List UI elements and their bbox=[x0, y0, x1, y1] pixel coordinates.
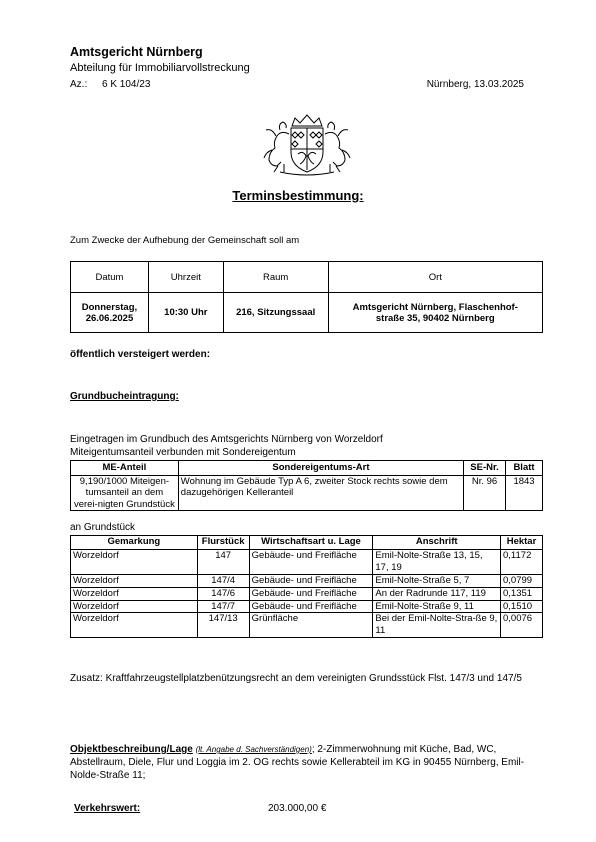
termin-datum bbox=[71, 293, 149, 333]
intro-text: Zum Zwecke der Aufhebung der Gemeinschaft soll am bbox=[70, 235, 300, 246]
wirtschaftsart-cell: Gebäude- und Freifläche bbox=[249, 574, 373, 587]
gemarkung-cell: Worzeldorf bbox=[71, 550, 198, 575]
file-number-label: Az.: bbox=[70, 79, 88, 90]
table-row bbox=[71, 574, 543, 587]
land-register-line1: Eingetragen im Grundbuch des Amtsgerichts Nürnberg von Worzeldorf bbox=[70, 434, 383, 445]
place-date: Nürnberg, 13.03.2025 bbox=[426, 79, 524, 90]
table-row bbox=[71, 293, 543, 333]
page-title: Terminsbestimmung: bbox=[232, 188, 364, 203]
column-header-flurstueck: Flurstück bbox=[197, 536, 249, 550]
court-department: Abteilung für Immobiliarvollstreckung bbox=[70, 62, 250, 74]
termin-datum-line1: Donnerstag, bbox=[81, 301, 138, 313]
wirtschaftsart-cell: Gebäude- und Freifläche bbox=[249, 600, 373, 613]
property-description bbox=[70, 743, 543, 782]
termin-datum-line2: 26.06.2025 bbox=[85, 312, 134, 324]
me-anteil-cell: 9,190/1000 Miteigen-tumsanteil an dem verei-nigten Grundstück bbox=[71, 476, 179, 511]
market-value: 203.000,00 € bbox=[268, 803, 327, 814]
auction-statement: öffentlich versteigert werden: bbox=[70, 349, 211, 360]
se-nr-cell: Nr. 96 bbox=[464, 476, 506, 511]
table-row bbox=[71, 587, 543, 600]
termin-ort-line1: Amtsgericht Nürnberg, Flaschenhof- bbox=[352, 301, 518, 313]
parcel-table bbox=[70, 535, 543, 638]
table-header-row bbox=[71, 536, 543, 550]
anschrift-cell: Bei der Emil-Nolte-Stra-ße 9, 11 bbox=[373, 613, 501, 638]
column-header-uhrzeit: Uhrzeit bbox=[148, 262, 223, 293]
flurstueck-cell: 147 bbox=[197, 550, 249, 575]
column-header-ort: Ort bbox=[328, 262, 542, 293]
gemarkung-cell: Worzeldorf bbox=[71, 613, 198, 638]
hektar-cell: 0,0799 bbox=[501, 574, 543, 587]
flurstueck-cell: 147/13 bbox=[197, 613, 249, 638]
wirtschaftsart-cell: Gebäude- und Freifläche bbox=[249, 550, 373, 575]
termin-ort bbox=[328, 293, 542, 333]
column-header-se-nr: SE-Nr. bbox=[464, 461, 506, 476]
table-header-row bbox=[71, 262, 543, 293]
anschrift-cell: Emil-Nolte-Straße 5, 7 bbox=[373, 574, 501, 587]
termin-ort-line2: straße 35, 90402 Nürnberg bbox=[375, 312, 495, 324]
gemarkung-cell: Worzeldorf bbox=[71, 600, 198, 613]
co-ownership-table bbox=[70, 460, 543, 511]
hektar-cell: 0,1351 bbox=[501, 587, 543, 600]
column-header-blatt: Blatt bbox=[506, 461, 543, 476]
additional-rights-note: Zusatz: Kraftfahrzeugstellplatzbenützungsrecht an dem vereinigten Grundsstück Flst. 147/3 und 147/5 bbox=[70, 673, 522, 684]
column-header-wirtschaftsart: Wirtschaftsart u. Lage bbox=[249, 536, 373, 550]
property-description-note: (lt. Angabe d. Sachverständigen) bbox=[195, 745, 312, 754]
se-art-cell: Wohnung im Gebäude Typ A 6, zweiter Stock rechts sowie dem dazugehörigen Kelleranteil bbox=[178, 476, 463, 511]
flurstueck-cell: 147/6 bbox=[197, 587, 249, 600]
parcel-intro: an Grundstück bbox=[70, 522, 136, 533]
termin-uhrzeit: 10:30 Uhr bbox=[148, 293, 223, 333]
table-row bbox=[71, 613, 543, 638]
column-header-datum: Datum bbox=[71, 262, 149, 293]
anschrift-cell: Emil-Nolte-Straße 13, 15, 17, 19 bbox=[373, 550, 501, 575]
column-header-hektar: Hektar bbox=[501, 536, 543, 550]
column-header-gemarkung: Gemarkung bbox=[71, 536, 198, 550]
land-register-line2: Miteigentumsanteil verbunden mit Sondereigentum bbox=[70, 447, 296, 458]
column-header-anschrift: Anschrift bbox=[373, 536, 501, 550]
flurstueck-cell: 147/4 bbox=[197, 574, 249, 587]
hektar-cell: 0,1172 bbox=[501, 550, 543, 575]
anschrift-cell: Emil-Nolte-Straße 9, 11 bbox=[373, 600, 501, 613]
blatt-cell: 1843 bbox=[506, 476, 543, 511]
column-header-raum: Raum bbox=[223, 262, 328, 293]
market-value-label: Verkehrswert: bbox=[74, 803, 141, 814]
wirtschaftsart-cell: Grünfläche bbox=[249, 613, 373, 638]
wirtschaftsart-cell: Gebäude- und Freifläche bbox=[249, 587, 373, 600]
table-row bbox=[71, 550, 543, 575]
court-name: Amtsgericht Nürnberg bbox=[70, 45, 203, 59]
coat-of-arms-icon bbox=[262, 112, 352, 176]
file-number-value: 6 K 104/23 bbox=[102, 79, 151, 90]
property-description-text: ; 2-Zimmerwohnung mit Küche, Bad, WC, Abstellraum, Diele, Flur und Loggia im 2. OG rechts sowie Kellerabteil im KG in 90455 Nürnberg, Emil-Nolde-Straße 11; bbox=[70, 744, 525, 781]
table-row bbox=[71, 600, 543, 613]
table-row bbox=[71, 476, 543, 511]
hektar-cell: 0,1510 bbox=[501, 600, 543, 613]
gemarkung-cell: Worzeldorf bbox=[71, 587, 198, 600]
hektar-cell: 0,0076 bbox=[501, 613, 543, 638]
appointment-table bbox=[70, 261, 543, 333]
column-header-me-anteil: ME-Anteil bbox=[71, 461, 179, 476]
column-header-se-art: Sondereigentums-Art bbox=[178, 461, 463, 476]
termin-raum: 216, Sitzungssaal bbox=[223, 293, 328, 333]
flurstueck-cell: 147/7 bbox=[197, 600, 249, 613]
land-register-heading: Grundbucheintragung: bbox=[70, 391, 179, 402]
anschrift-cell: An der Radrunde 117, 119 bbox=[373, 587, 501, 600]
gemarkung-cell: Worzeldorf bbox=[71, 574, 198, 587]
table-header-row bbox=[71, 461, 543, 476]
property-description-label: Objektbeschreibung/Lage bbox=[70, 744, 193, 755]
